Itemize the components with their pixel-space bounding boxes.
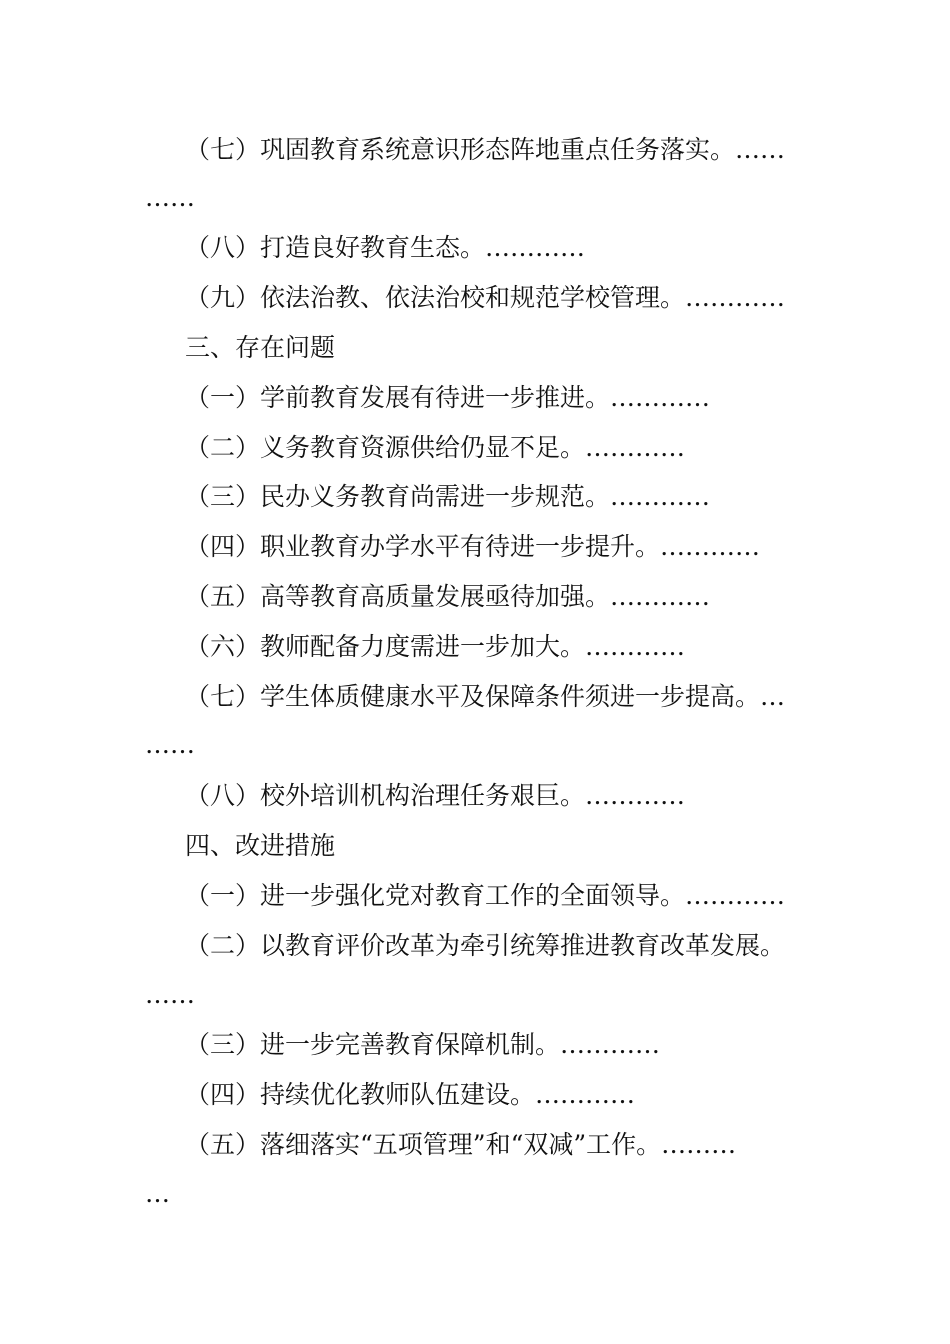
- list-item: （六）教师配备力度需进一步加大。…………: [185, 632, 686, 661]
- list-item-continuation: ……: [145, 730, 195, 759]
- list-item: （三）进一步完善教育保障机制。…………: [185, 1030, 661, 1059]
- list-item: （二）以教育评价改革为牵引统筹推进教育改革发展。: [185, 931, 786, 960]
- list-item: （一）学前教育发展有待进一步推进。…………: [185, 383, 711, 412]
- list-item-continuation: ……: [145, 980, 195, 1009]
- list-item: （五）高等教育高质量发展亟待加强。…………: [185, 582, 711, 611]
- list-item: （四）职业教育办学水平有待进一步提升。…………: [185, 532, 761, 561]
- list-item-continuation: …: [145, 1179, 170, 1208]
- list-item: （七）学生体质健康水平及保障条件须进一步提高。…: [185, 682, 786, 711]
- section-heading: 四、改进措施: [185, 831, 336, 860]
- list-item: （九）依法治教、依法治校和规范学校管理。…………: [185, 283, 786, 312]
- list-item: （一）进一步强化党对教育工作的全面领导。…………: [185, 881, 786, 910]
- list-item-continuation: ……: [145, 183, 195, 212]
- list-item: （五）落细落实“五项管理”和“双减”工作。………: [185, 1130, 737, 1159]
- list-item: （四）持续优化教师队伍建设。…………: [185, 1080, 636, 1109]
- list-item: （八）打造良好教育生态。…………: [185, 233, 586, 262]
- list-item: （三）民办义务教育尚需进一步规范。…………: [185, 482, 711, 511]
- section-heading: 三、存在问题: [185, 333, 336, 362]
- list-item: （二）义务教育资源供给仍显不足。…………: [185, 433, 686, 462]
- list-item: （八）校外培训机构治理任务艰巨。…………: [185, 781, 686, 810]
- list-item: （七）巩固教育系统意识形态阵地重点任务落实。……: [185, 135, 786, 164]
